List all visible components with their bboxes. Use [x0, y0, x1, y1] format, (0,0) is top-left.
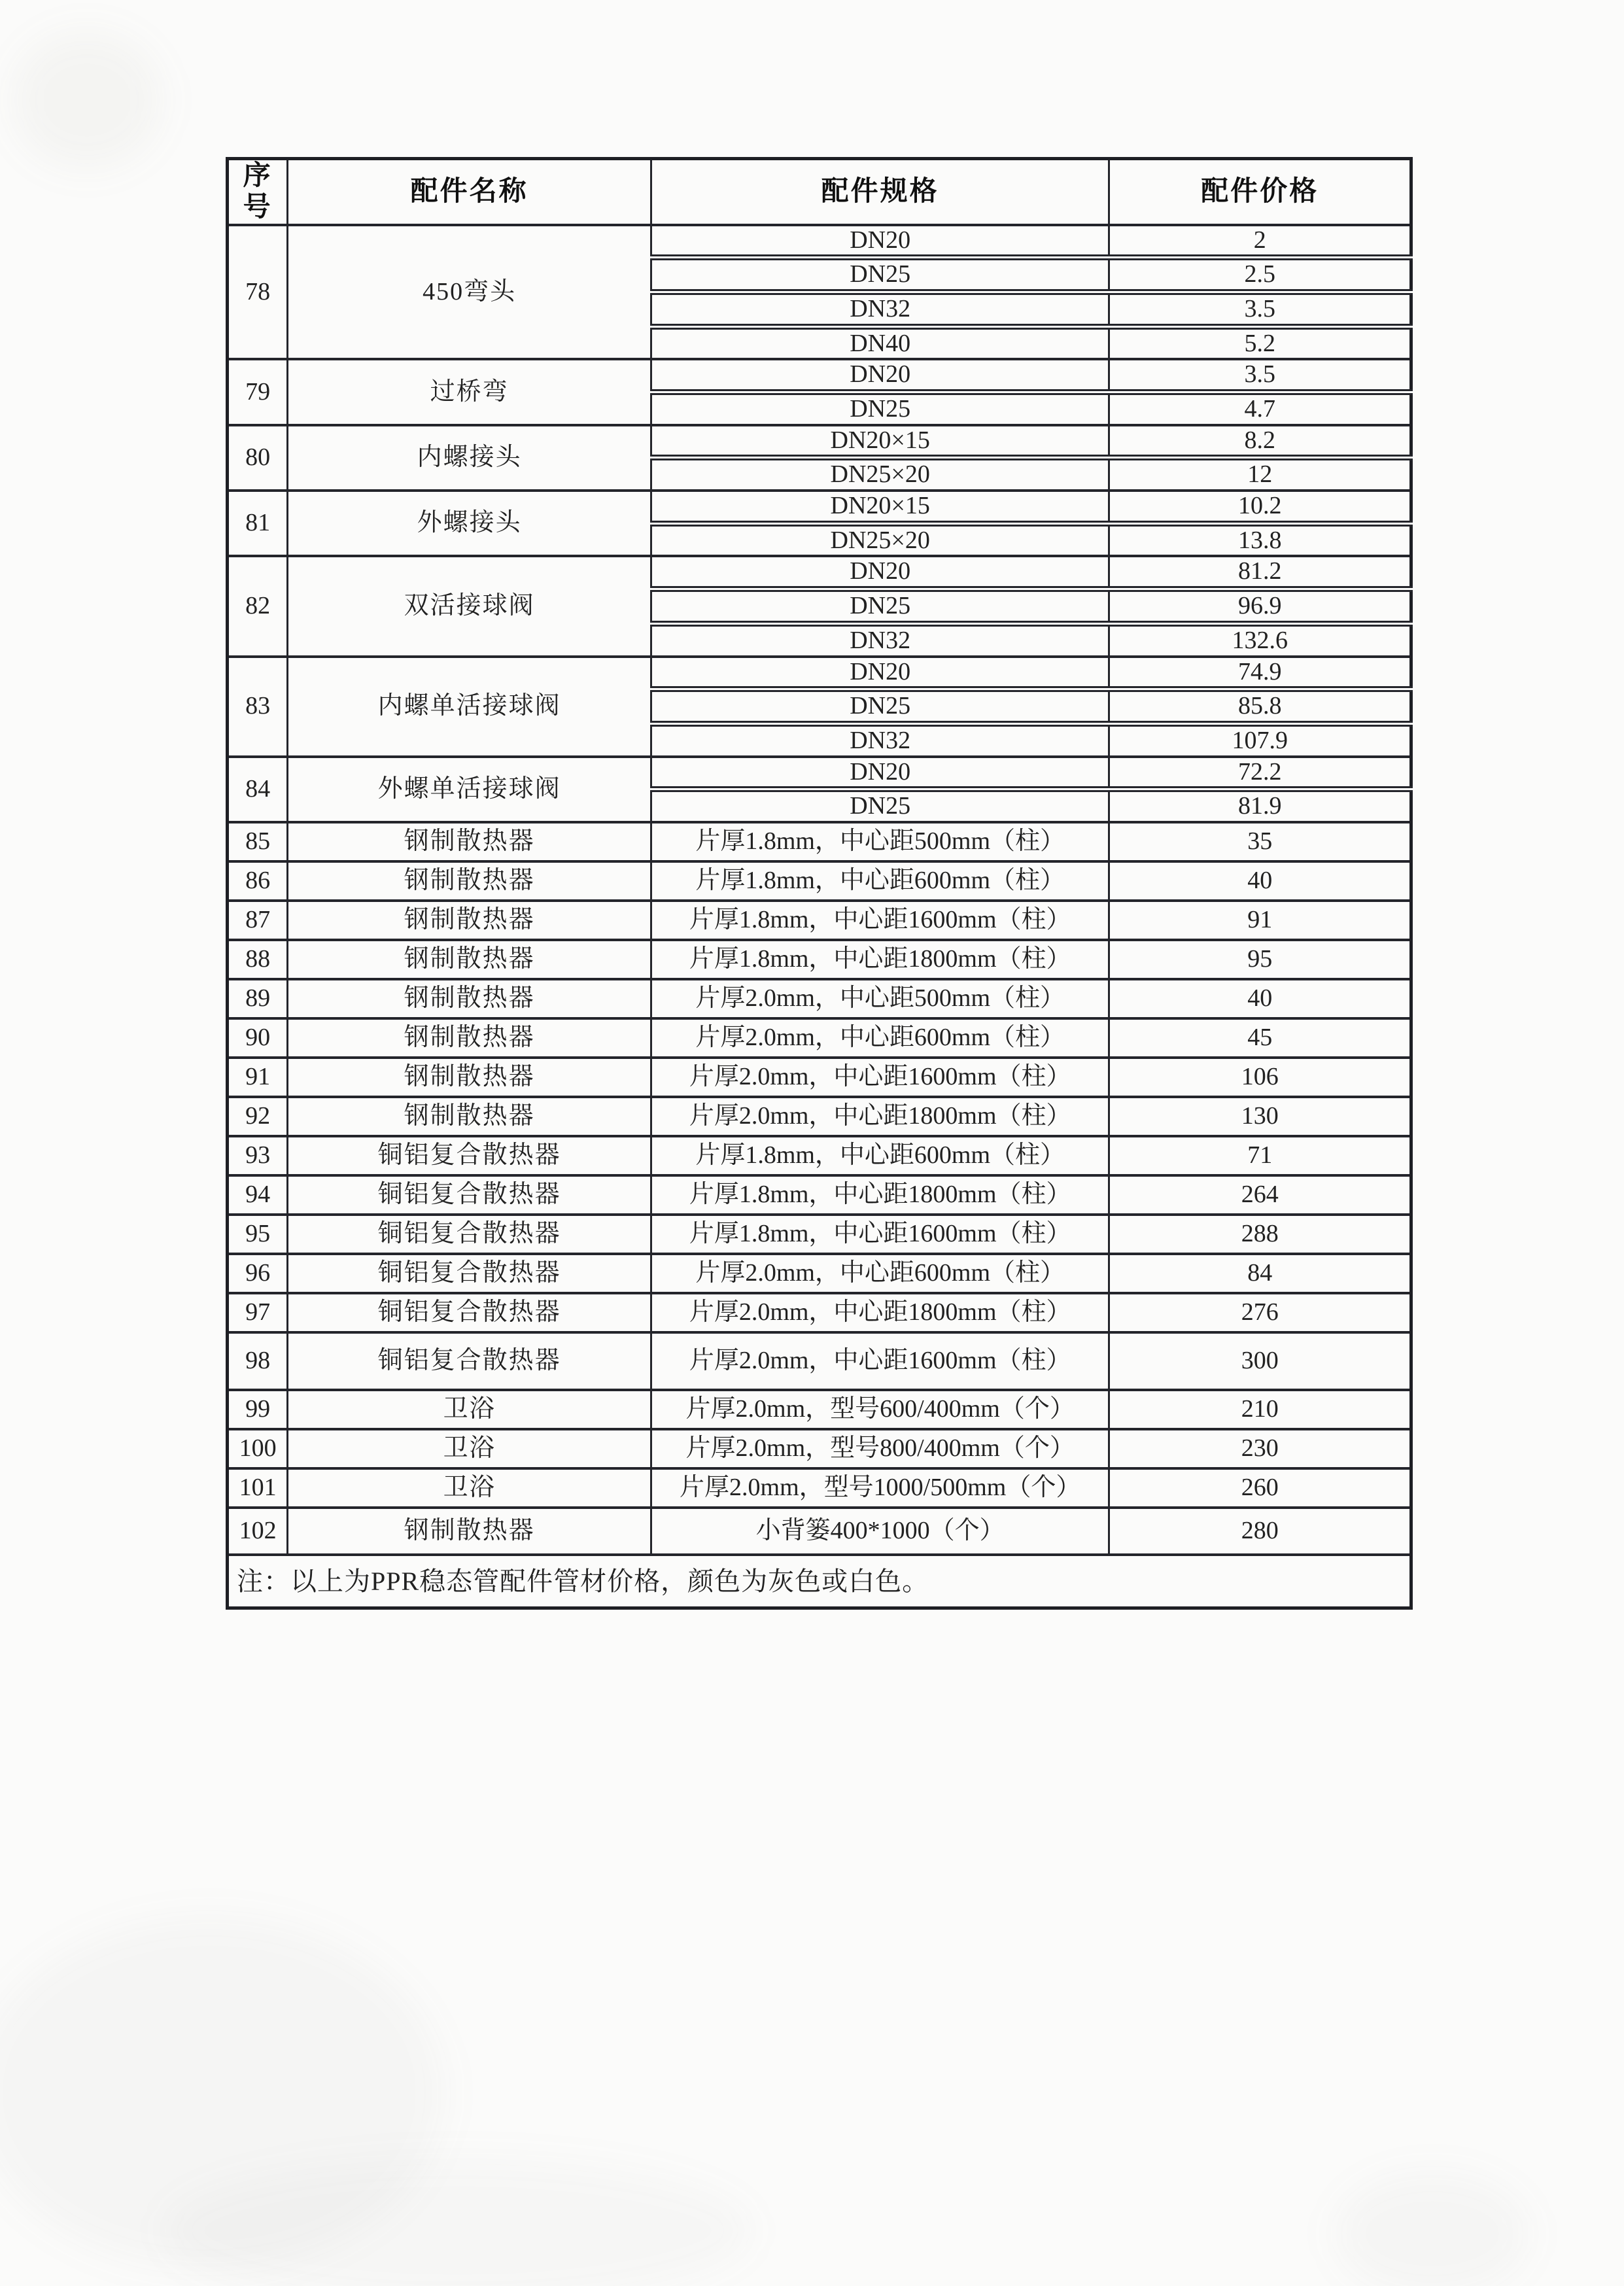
item-87-row [228, 901, 1411, 940]
note-row [228, 1555, 1411, 1608]
item-95-row [228, 1215, 1411, 1254]
price-cell: 264 [1109, 1175, 1411, 1215]
name-cell: 钢制散热器 [288, 940, 651, 979]
spec-cell: DN20 [651, 556, 1109, 589]
serial-cell: 78 [228, 225, 288, 360]
price-cell: 288 [1109, 1215, 1411, 1254]
price-cell: 3.5 [1109, 359, 1411, 392]
name-cell: 外螺接头 [288, 491, 651, 556]
spec-cell: DN20×15 [651, 425, 1109, 458]
spec-cell: 片厚2.0mm，型号600/400mm（个） [651, 1390, 1109, 1429]
spec-cell: 片厚2.0mm，中心距600mm（柱） [651, 1018, 1109, 1058]
item-84-row [228, 757, 1411, 789]
item-102-row [228, 1508, 1411, 1555]
price-cell: 72.2 [1109, 757, 1411, 789]
col-header-spec: 配件规格 [651, 159, 1109, 225]
spec-cell: DN25 [651, 789, 1109, 822]
serial-cell: 89 [228, 979, 288, 1018]
item-79-row [228, 359, 1411, 392]
serial-cell: 93 [228, 1136, 288, 1175]
name-cell: 钢制散热器 [288, 901, 651, 940]
spec-cell: DN20×15 [651, 491, 1109, 523]
spec-cell: 片厚1.8mm，中心距1800mm（柱） [651, 1175, 1109, 1215]
spec-cell: DN32 [651, 292, 1109, 326]
name-cell: 过桥弯 [288, 359, 651, 424]
serial-cell: 101 [228, 1468, 288, 1508]
scan-smudge [12, 31, 162, 169]
name-cell: 铜铝复合散热器 [288, 1175, 651, 1215]
col-header-name: 配件名称 [288, 159, 651, 225]
name-cell: 钢制散热器 [288, 822, 651, 861]
name-cell: 铜铝复合散热器 [288, 1136, 651, 1175]
price-cell: 45 [1109, 1018, 1411, 1058]
item-83-row [228, 657, 1411, 689]
serial-cell: 96 [228, 1254, 288, 1293]
price-cell: 4.7 [1109, 392, 1411, 425]
item-98-row [228, 1332, 1411, 1390]
price-cell: 132.6 [1109, 623, 1411, 656]
spec-cell: 片厚1.8mm，中心距500mm（柱） [651, 822, 1109, 861]
spec-cell: DN32 [651, 623, 1109, 656]
spec-cell: 片厚2.0mm，中心距1800mm（柱） [651, 1097, 1109, 1136]
price-cell: 81.9 [1109, 789, 1411, 822]
item-86-row [228, 861, 1411, 901]
serial-cell: 102 [228, 1508, 288, 1555]
spec-cell: DN25×20 [651, 523, 1109, 556]
serial-cell: 97 [228, 1293, 288, 1332]
serial-cell: 100 [228, 1429, 288, 1468]
item-85-row [228, 822, 1411, 861]
parts-price-table [226, 157, 1413, 1610]
spec-cell: 片厚1.8mm，中心距1600mm（柱） [651, 901, 1109, 940]
price-cell: 2 [1109, 225, 1411, 258]
serial-cell: 86 [228, 861, 288, 901]
price-cell: 210 [1109, 1390, 1411, 1429]
price-cell: 35 [1109, 822, 1411, 861]
spec-cell: 片厚2.0mm，中心距1600mm（柱） [651, 1058, 1109, 1097]
name-cell: 钢制散热器 [288, 1097, 651, 1136]
name-cell: 铜铝复合散热器 [288, 1215, 651, 1254]
spec-cell: 片厚1.8mm，中心距600mm（柱） [651, 1136, 1109, 1175]
serial-cell: 84 [228, 757, 288, 822]
price-cell: 107.9 [1109, 723, 1411, 756]
item-101-row [228, 1468, 1411, 1508]
spec-cell: 片厚1.8mm，中心距600mm（柱） [651, 861, 1109, 901]
item-97-row [228, 1293, 1411, 1332]
price-cell: 13.8 [1109, 523, 1411, 556]
spec-cell: DN25 [651, 589, 1109, 624]
serial-cell: 85 [228, 822, 288, 861]
serial-cell: 81 [228, 491, 288, 556]
spec-cell: 片厚1.8mm，中心距1600mm（柱） [651, 1215, 1109, 1254]
serial-cell: 87 [228, 901, 288, 940]
serial-cell: 90 [228, 1018, 288, 1058]
item-99-row [228, 1390, 1411, 1429]
serial-cell: 92 [228, 1097, 288, 1136]
price-cell: 85.8 [1109, 689, 1411, 724]
spec-cell: DN25 [651, 689, 1109, 724]
item-90-row [228, 1018, 1411, 1058]
price-cell: 8.2 [1109, 425, 1411, 458]
name-cell: 450弯头 [288, 225, 651, 360]
price-cell: 230 [1109, 1429, 1411, 1468]
spec-cell: DN25 [651, 258, 1109, 292]
name-cell: 卫浴 [288, 1390, 651, 1429]
name-cell: 钢制散热器 [288, 861, 651, 901]
name-cell: 钢制散热器 [288, 979, 651, 1018]
name-cell: 钢制散热器 [288, 1508, 651, 1555]
name-cell: 铜铝复合散热器 [288, 1254, 651, 1293]
price-cell: 40 [1109, 979, 1411, 1018]
serial-cell: 94 [228, 1175, 288, 1215]
price-cell: 3.5 [1109, 292, 1411, 326]
serial-cell: 83 [228, 657, 288, 757]
spec-cell: DN20 [651, 757, 1109, 789]
spec-cell: DN40 [651, 326, 1109, 359]
price-cell: 91 [1109, 901, 1411, 940]
item-88-row [228, 940, 1411, 979]
name-cell: 卫浴 [288, 1468, 651, 1508]
name-cell: 铜铝复合散热器 [288, 1293, 651, 1332]
spec-cell: DN20 [651, 225, 1109, 258]
serial-cell: 95 [228, 1215, 288, 1254]
spec-cell: 片厚1.8mm，中心距1800mm（柱） [651, 940, 1109, 979]
item-80-row [228, 425, 1411, 458]
name-cell: 内螺单活接球阀 [288, 657, 651, 757]
spec-cell: DN32 [651, 723, 1109, 756]
spec-cell: DN20 [651, 359, 1109, 392]
price-cell: 12 [1109, 458, 1411, 491]
note-text: 注：以上为PPR稳态管配件管材价格，颜色为灰色或白色。 [228, 1555, 1411, 1608]
name-cell: 卫浴 [288, 1429, 651, 1468]
name-cell: 钢制散热器 [288, 1058, 651, 1097]
item-94-row [228, 1175, 1411, 1215]
name-cell: 内螺接头 [288, 425, 651, 491]
serial-cell: 82 [228, 556, 288, 656]
spec-cell: 小背篓400*1000（个） [651, 1508, 1109, 1555]
item-78-row [228, 225, 1411, 258]
price-cell: 130 [1109, 1097, 1411, 1136]
scan-smudge [1334, 2172, 1530, 2286]
item-92-row [228, 1097, 1411, 1136]
price-cell: 260 [1109, 1468, 1411, 1508]
name-cell: 双活接球阀 [288, 556, 651, 656]
col-header-price: 配件价格 [1109, 159, 1411, 225]
price-cell: 300 [1109, 1332, 1411, 1390]
serial-cell: 98 [228, 1332, 288, 1390]
serial-cell: 91 [228, 1058, 288, 1097]
spec-cell: 片厚2.0mm，中心距600mm（柱） [651, 1254, 1109, 1293]
spec-cell: 片厚2.0mm，型号1000/500mm（个） [651, 1468, 1109, 1508]
serial-cell: 88 [228, 940, 288, 979]
price-cell: 280 [1109, 1508, 1411, 1555]
price-cell: 81.2 [1109, 556, 1411, 589]
item-93-row [228, 1136, 1411, 1175]
name-cell: 钢制散热器 [288, 1018, 651, 1058]
serial-cell: 99 [228, 1390, 288, 1429]
price-cell: 96.9 [1109, 589, 1411, 624]
spec-cell: DN25×20 [651, 458, 1109, 491]
price-cell: 5.2 [1109, 326, 1411, 359]
price-cell: 10.2 [1109, 491, 1411, 523]
price-cell: 276 [1109, 1293, 1411, 1332]
spec-cell: DN20 [651, 657, 1109, 689]
serial-cell: 79 [228, 359, 288, 424]
price-cell: 71 [1109, 1136, 1411, 1175]
item-96-row [228, 1254, 1411, 1293]
spec-cell: 片厚2.0mm，中心距500mm（柱） [651, 979, 1109, 1018]
item-82-row [228, 556, 1411, 589]
price-cell: 106 [1109, 1058, 1411, 1097]
spec-cell: DN25 [651, 392, 1109, 425]
header-row [228, 159, 1411, 225]
item-91-row [228, 1058, 1411, 1097]
price-cell: 74.9 [1109, 657, 1411, 689]
price-cell: 95 [1109, 940, 1411, 979]
spec-cell: 片厚2.0mm，型号800/400mm（个） [651, 1429, 1109, 1468]
col-header-serial: 序号 [228, 159, 288, 225]
spec-cell: 片厚2.0mm，中心距1800mm（柱） [651, 1293, 1109, 1332]
price-cell: 40 [1109, 861, 1411, 901]
spec-cell: 片厚2.0mm，中心距1600mm（柱） [651, 1332, 1109, 1390]
name-cell: 外螺单活接球阀 [288, 757, 651, 822]
item-89-row [228, 979, 1411, 1018]
item-81-row [228, 491, 1411, 523]
price-cell: 2.5 [1109, 258, 1411, 292]
price-cell: 84 [1109, 1254, 1411, 1293]
item-100-row [228, 1429, 1411, 1468]
serial-cell: 80 [228, 425, 288, 491]
name-cell: 铜铝复合散热器 [288, 1332, 651, 1390]
